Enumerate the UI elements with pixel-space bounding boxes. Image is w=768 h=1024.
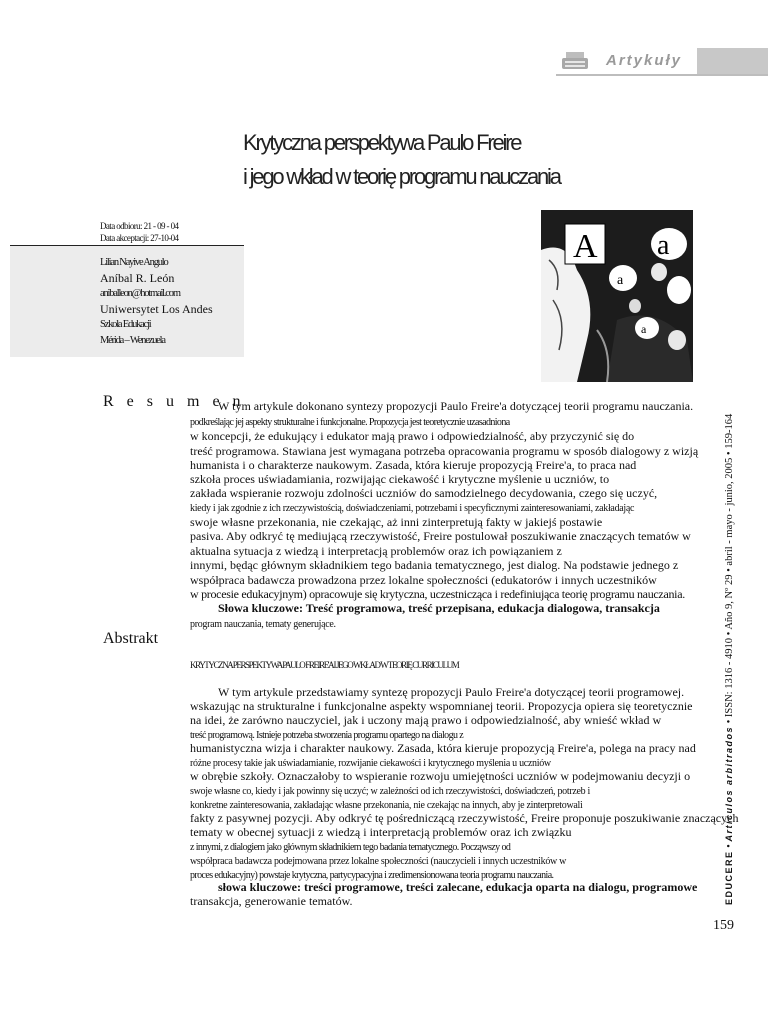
author-name-1: Lilian Nayive Angulo <box>100 257 168 268</box>
author-location: Mérida – Wenezuela <box>100 334 165 346</box>
resumen-line: treść programowa. Stawiana jest wymagana potrzeba opracowania programu w sposób dialogowy z wizją <box>190 444 699 458</box>
abstrakt-line: treść programową. Istnieje potrzeba stworzenia programu opartego na dialogu z <box>190 730 464 741</box>
abstrakt-line: na idei, że zarówno nauczyciel, jak i uczony mają prawo i odpowiedzialność, aby wnieść wkład w <box>190 713 662 727</box>
abstrakt-keywords-cont: transakcja, generowanie tematów. <box>190 894 353 908</box>
title-line-2: i jego wkład w teorię programu nauczania <box>243 164 560 189</box>
svg-text:a: a <box>617 273 624 288</box>
journal-brand: EDUCERE <box>724 850 734 905</box>
author-university: Uniwersytet Los Andes <box>100 301 213 316</box>
resumen-line: pasiva. Aby odkryć tę mediującą rzeczywistość, Freire postulował poszukiwanie znaczących tematów w <box>190 529 691 543</box>
abstrakt-line: wskazując na strukturalne i funkcjonalne aspekty wspomnianej teorii. Propozycja opiera się teoretycznie <box>190 699 693 713</box>
journal-section: Artículos arbitrados <box>724 726 734 842</box>
resumen-line: współpraca badawcza prowadzona przez lokalne społeczności (edukatorów i innych uczestników <box>190 573 657 587</box>
resumen-heading: R e s u m e n <box>103 393 246 410</box>
resumen-keywords-cont: program nauczania, tematy generujące. <box>190 619 336 630</box>
header-grey-block <box>697 48 768 76</box>
resumen-line: szkoła proces uświadamiania, rozwijając ciekawość i krytyczne myślenie u uczniów, to <box>190 472 610 486</box>
resumen-line: swoje własne przekonania, nie czekając, aż inni zinterpretują fakty w jakiejś postawie <box>190 515 603 529</box>
abstrakt-line: współpraca badawcza podejmowana przez lokalne społeczności (nauczycieli i innych uczestników w <box>190 856 567 867</box>
resumen-line: kiedy i jak zgodnie z ich rzeczywistością, doświadczeniami, potrzebami i specyficznymi zainteresowaniami, zakładając <box>190 503 635 514</box>
date-received: Data odbioru: 21 - 09 - 04 <box>100 221 179 231</box>
abstrakt-heading: Abstrakt <box>103 630 159 647</box>
abstrakt-line: swoje własne co, kiedy i jak powinny się uczyć; w zależności od ich rzeczywistości, doświadczeń, potrzeb i <box>190 786 591 797</box>
article-title <box>243 126 573 194</box>
abstrakt-keywords: słowa kluczowe: treści programowe, treści zalecane, edukacja oparta na dialogu, programowe <box>218 880 698 894</box>
section-label: Artykuły <box>606 52 683 69</box>
abstrakt-line: W tym artykule przedstawiamy syntezę propozycji Paulo Freire'a dotyczącej teorii programowej. <box>218 685 685 699</box>
author-school: Szkoła Edukacji <box>100 319 151 330</box>
title-line-1: Krytyczna perspektywa Paulo Freire <box>243 130 521 155</box>
resumen-line: humanista i o charakterze naukowym. Zasada, która kieruje propozycją Freire'a, to praca nad <box>190 458 637 472</box>
author-name-2: Aníbal R. León <box>100 270 175 285</box>
resumen-line: aktualna sytuacja z wiedzą i interpretacją problemów oraz ich powiązaniem z <box>190 544 562 558</box>
article-illustration <box>537 210 697 382</box>
page-number: 159 <box>713 918 734 933</box>
resumen-line: innymi, będąc głównym składnikiem tego badania tematycznego, jest dialog. Na podstawie jednego z <box>190 558 679 572</box>
abstrakt-line: konkretne zainteresowania, zakładając własne przekonania, nie czekając na innych, aby je zinterpretowali <box>190 800 583 811</box>
abstrakt-line: z innymi, z dialogiem jako głównym składnikiem tego badania tematycznego. Począwszy od <box>190 842 511 853</box>
abstrakt-line: w obrębie szkoły. Oznaczałoby to wspieranie rozwoju umiejętności uczniów w podejmowaniu decyzji o <box>190 769 691 783</box>
resumen-line: zakłada wspieranie rozwoju zdolności uczniów do samodzielnego decydowania, czego się uczyć, <box>190 486 658 500</box>
author-info <box>100 255 213 348</box>
article-dates <box>100 220 178 244</box>
author-email[interactable]: aniballeon@hotmail.com <box>100 288 180 299</box>
abstrakt-line: tematy w obecnej sytuacji z wiedzą i interpretacją problemów oraz ich związku <box>190 825 572 839</box>
abstrakt-line: różne procesy takie jak uświadamianie, rozwijanie ciekawości i krytycznego myślenia u uczniów <box>190 758 551 769</box>
journal-issue: ISSN: 1316 - 4910 • Año 9, Nº 29 • abril - mayo - junio, 2005 • 159-164 <box>724 413 735 718</box>
abstrakt-line: fakty z pasywnej pozycji. Aby odkryć tę pośredniczącą rzeczywistość, Freire proponuje poszukiwanie znaczących <box>190 811 739 825</box>
typewriter-icon <box>560 50 590 72</box>
svg-text:a: a <box>641 322 647 336</box>
abstrakt-line: proces edukacyjny) powstaje krytyczna, partycypacyjna i zredimensionowana teoria programu nauczania. <box>190 870 554 881</box>
resumen-line: w koncepcji, że edukujący i edukator mają prawo i odpowiedzialność, aby przyczynić się do <box>190 429 635 443</box>
svg-text:a: a <box>657 230 670 261</box>
resumen-line: W tym artykule dokonano syntezy propozycji Paulo Freire'a dotyczącej teorii programu nauczania. <box>218 399 694 413</box>
resumen-line: w procesie edukacyjnym) opracowuje się krytyczna, uczestnicząca i redefiniująca teorię programu nauczania. <box>190 587 685 601</box>
resumen-line: podkreślając jej aspekty strukturalne i funkcjonalne. Propozycja jest teoretycznie uzasadniona <box>190 417 510 428</box>
date-accepted: Data akceptacji: 27-10-04 <box>100 233 179 243</box>
header-rule <box>556 74 768 76</box>
abstrakt-line: humanistyczna wizja i charakter naukowy. Zasada, która kieruje propozycją Freire'a, polega na pracy nad <box>190 741 696 755</box>
journal-sidebar: EDUCERE • Artículos arbitrados • ISSN: 1316 - 4910 • Año 9, Nº 29 • abril - mayo - junio, 2005 • 159-164 <box>724 413 735 905</box>
abstrakt-title-caps: KRYTYCZNA PERSPEKTYWA PAULO FREIRE'A I JEGO WKŁAD W TEORIĘ CURRICULUM <box>190 660 459 670</box>
resumen-keywords: Słowa kluczowe: Treść programowa, treść przepisana, edukacja dialogowa, transakcja <box>218 601 660 615</box>
svg-text:A: A <box>573 228 598 265</box>
